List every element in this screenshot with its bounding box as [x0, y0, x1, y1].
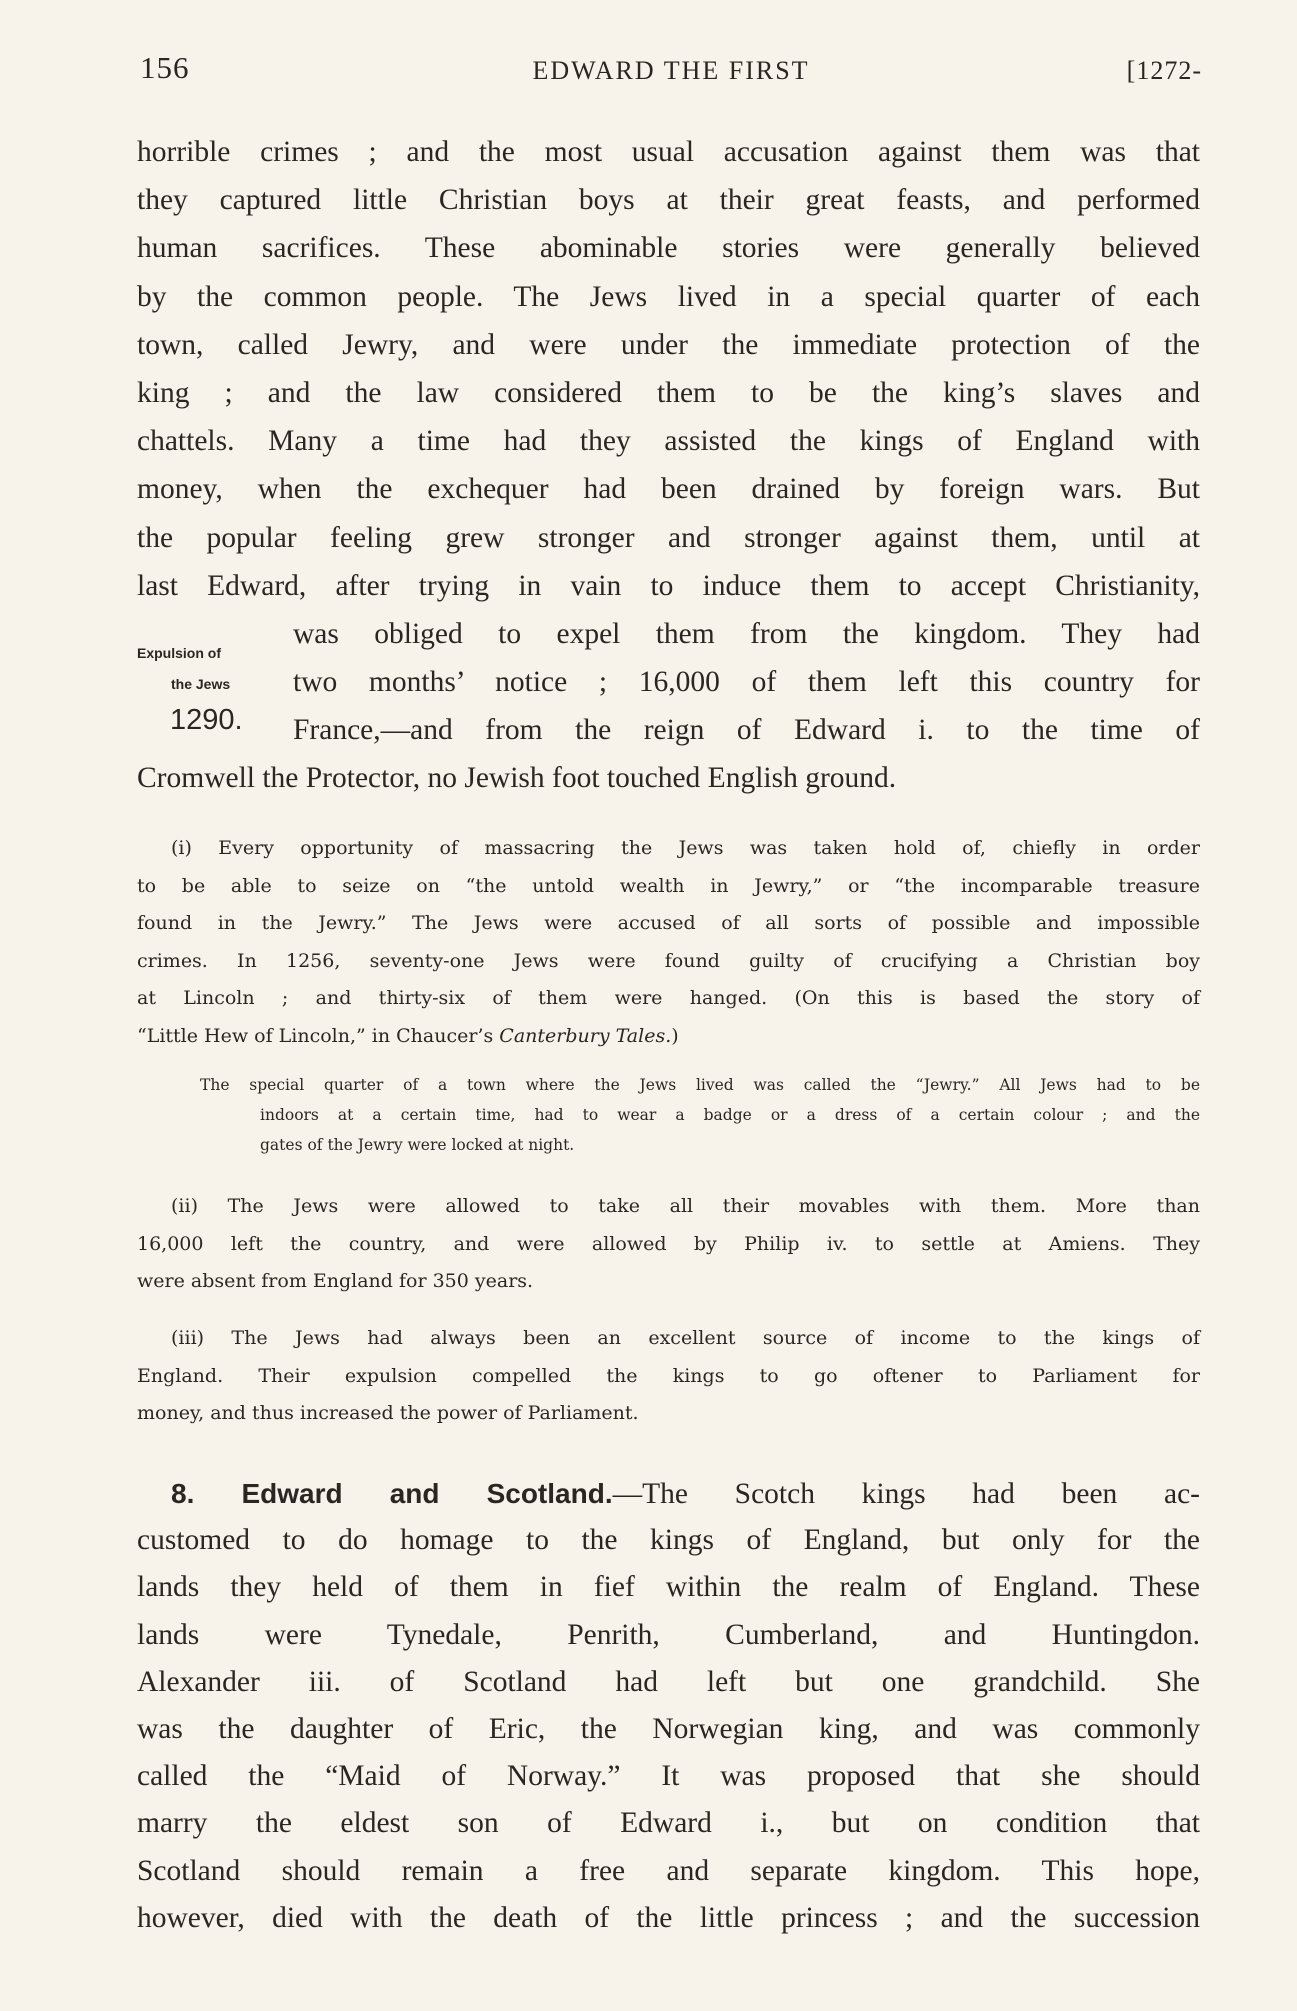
note-line: found in the Jewry.” The Jews were accused of all sorts of possible and impossible [137, 912, 1200, 934]
inset-line: gates of the Jewry were locked at night. [260, 1136, 575, 1154]
note-ii [137, 1188, 1200, 1301]
text-line: was obliged to expel them from the kingdom. They had [293, 617, 1200, 650]
running-head [140, 50, 1202, 100]
note-line: were absent from England for 350 years. [137, 1270, 534, 1292]
text-line: Alexander iii. of Scotland had left but one grandchild. She [137, 1665, 1200, 1698]
note-line: crimes. In 1256, seventy-one Jews were found guilty of crucifying a Christian boy [137, 949, 1200, 972]
page-number: 156 [140, 50, 190, 85]
running-title: EDWARD THE FIRST [532, 56, 810, 85]
text-line: however, died with the death of the little princess ; and the succession [137, 1901, 1200, 1934]
text-line: chattels. Many a time had they assisted the kings of England with [137, 425, 1200, 458]
text-line: Scotland should remain a free and separate kingdom. This hope, [137, 1854, 1200, 1887]
text-line: lands were Tynedale, Penrith, Cumberland, and Huntingdon. [137, 1618, 1200, 1651]
running-date: [1272- [1126, 56, 1202, 85]
text-line: was the daughter of Eric, the Norwegian king, and was commonly [137, 1712, 1200, 1745]
text-line: money, when the exchequer had been drained by foreign wars. But [137, 473, 1200, 506]
book-title: Canterbury Tales. [499, 1024, 672, 1047]
note-line [137, 1018, 1200, 1056]
note-i [137, 830, 1200, 1055]
text-line: town, called Jewry, and were under the immediate protection of the [137, 328, 1200, 361]
text-line: horrible crimes ; and the most usual accusation against them was that [137, 136, 1200, 168]
note-iii [137, 1320, 1200, 1433]
text-line: France,—and from the reign of Edward i. to the time of [293, 714, 1200, 747]
inset-note [200, 1070, 1200, 1160]
inset-line: The special quarter of a town where the Jews lived was called the “Jewry.” All Jews had to be [200, 1076, 1200, 1094]
note-line: (ii) The Jews were allowed to take all their movables with them. More than [171, 1195, 1200, 1217]
note-line: England. Their expulsion compelled the kings to go oftener to Parliament for [137, 1364, 1200, 1387]
note-line: money, and thus increased the power of Parliament. [137, 1402, 639, 1424]
note-line: (iii) The Jews had always been an excellent source of income to the kings of [171, 1327, 1200, 1349]
text-line: called the “Maid of Norway.” It was proposed that she should [137, 1760, 1200, 1793]
text-line: marry the eldest son of Edward i., but on condition that [137, 1807, 1200, 1840]
text-line: human sacrifices. These abominable stories were generally believed [137, 232, 1200, 265]
margin-note-year: 1290. [170, 704, 243, 736]
text-line: customed to do homage to the kings of England, but only for the [137, 1524, 1200, 1557]
section-heading: 8. Edward and Scotland. [171, 1478, 613, 1509]
margin-note-line: Expulsion of [137, 645, 221, 661]
text-line: lands they held of them in fief within the realm of England. These [137, 1571, 1200, 1604]
section-first-line [137, 1470, 1200, 1517]
text-line: by the common people. The Jews lived in a special quarter of each [137, 280, 1200, 313]
inset-line: indoors at a certain time, had to wear a badge or a dress of a certain colour ; and the [260, 1106, 1200, 1124]
note-line: 16,000 left the country, and were allowed by Philip iv. to settle at Amiens. They [137, 1232, 1200, 1255]
text-line: last Edward, after trying in vain to induce them to accept Christianity, [137, 569, 1200, 602]
note-line: to be able to seize on “the untold wealth in Jewry,” or “the incomparable treasure [137, 874, 1200, 897]
margin-note-line: the Jews [171, 676, 231, 692]
note-line: (i) Every opportunity of massacring the Jews was taken hold of, chiefly in order [171, 837, 1200, 859]
section-text: —The Scotch kings had been ac- [612, 1478, 1200, 1510]
note-line: at Lincoln ; and thirty-six of them were hanged. (On this is based the story of [137, 987, 1200, 1009]
section-edward-and-scotland [137, 1470, 1200, 1942]
text-line: they captured little Christian boys at their great feasts, and performed [137, 184, 1200, 217]
note-text: “Little Hew of Lincoln,” in Chaucer’s [137, 1024, 500, 1047]
note-text: ) [671, 1024, 679, 1047]
text-line: the popular feeling grew stronger and stronger against them, until at [137, 521, 1200, 554]
text-line: Cromwell the Protector, no Jewish foot touched English ground. [137, 762, 897, 795]
text-line: king ; and the law considered them to be the king’s slaves and [137, 376, 1200, 409]
main-text [137, 128, 1200, 803]
text-line: two months’ notice ; 16,000 of them left this country for [293, 666, 1200, 699]
